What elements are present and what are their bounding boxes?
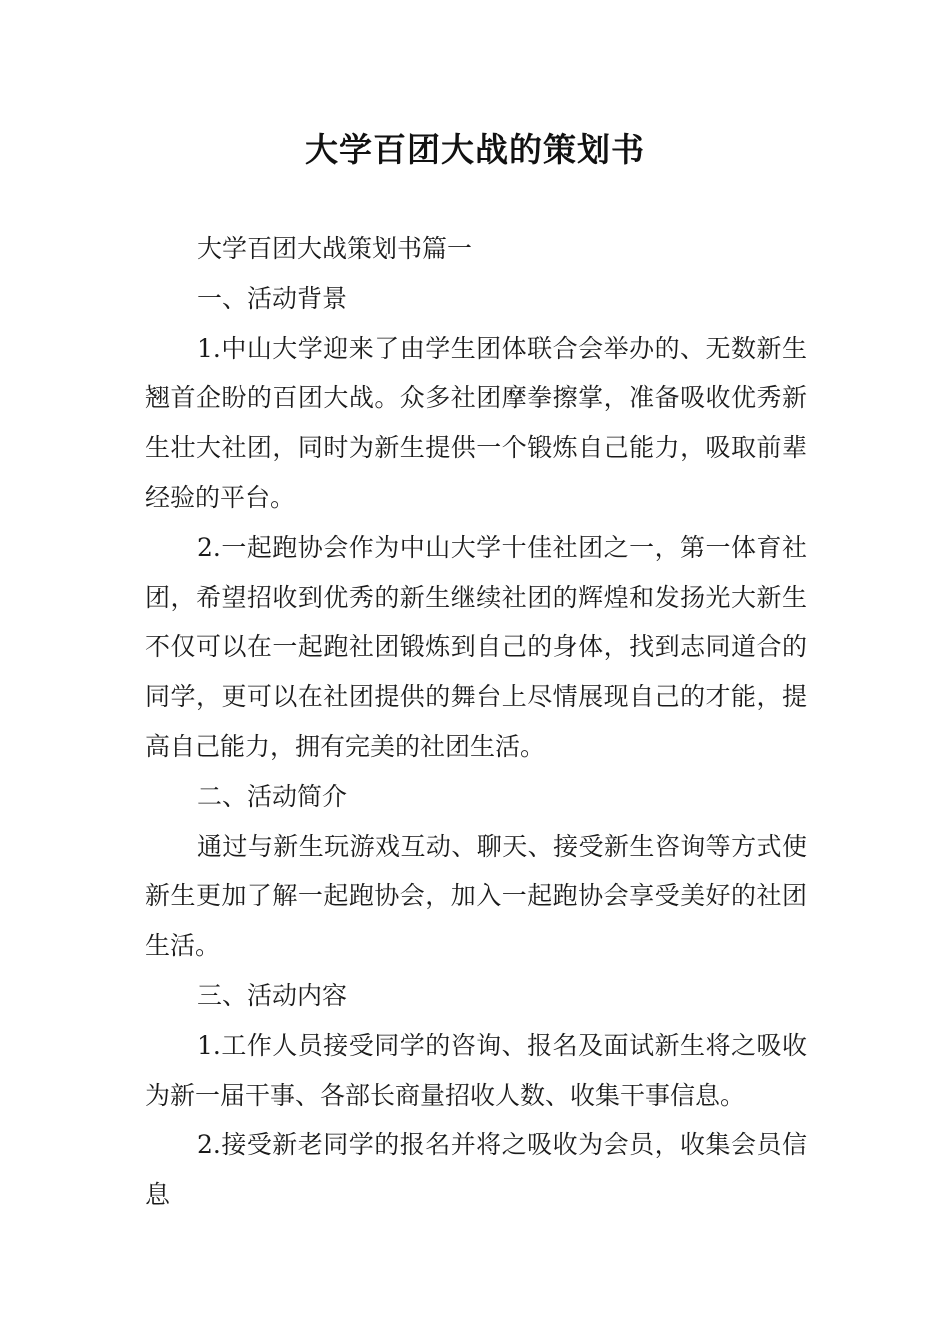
paragraph-content-1: 1.工作人员接受同学的咨询、报名及面试新生将之吸收为新一届干事、各部长商量招收人数、收集干事信息。 [145,1030,807,1110]
section-heading-introduction: 二、活动简介 [197,781,348,811]
section-heading-content: 三、活动内容 [197,980,348,1010]
section-heading-background: 一、活动背景 [197,283,348,313]
paragraph-introduction: 通过与新生玩游戏互动、聊天、接受新生咨询等方式使新生更加了解一起跑协会，加入一起跑协会享受美好的社团生活。 [145,831,807,961]
paragraph-background-1: 1.中山大学迎来了由学生团体联合会举办的、无数新生翘首企盼的百团大战。众多社团摩拳擦掌，准备吸收优秀新生壮大社团，同时为新生提供一个锻炼自己能力，吸取前辈经验的平台。 [145,333,807,512]
document-title: 大学百团大战的策划书 [305,130,645,169]
document-body [145,224,807,1220]
section-heading-part-one: 大学百团大战策划书篇一 [197,234,473,263]
paragraph-content-2: 2.接受新老同学的报名并将之吸收为会员，收集会员信息 [145,1130,807,1210]
paragraph-background-2: 2.一起跑协会作为中山大学十佳社团之一，第一体育社团，希望招收到优秀的新生继续社团的辉煌和发扬光大新生不仅可以在一起跑社团锻炼到自己的身体，找到志同道合的同学，更可以在社团提供的舞台上尽情展现自己的才能，提高自己能力，拥有完美的社团生活。 [145,532,807,761]
